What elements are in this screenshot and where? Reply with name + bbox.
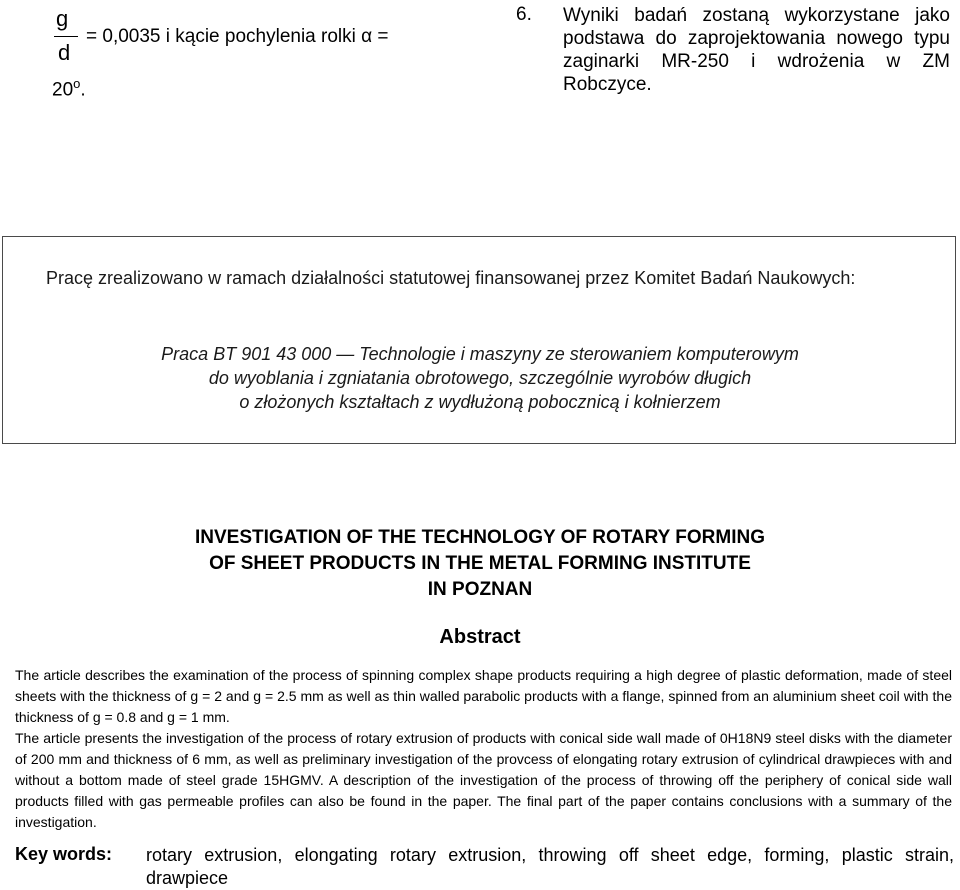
english-title-line: INVESTIGATION OF THE TECHNOLOGY OF ROTARY FORMING [194, 527, 765, 548]
abstract-paragraph: The article describes the examination of the process of spinning complex shape products requiring a high degree of plastic deformation, made of steel sheets with the thickness of g = 2 and g = 2.5 mm as well as thin walled parabolic products with a flange, spinned from an aluminium sheet coil with the thickness of g = 0.8 and g = 1 mm. [15, 667, 952, 725]
fraction-denominator: d [58, 40, 71, 65]
fraction-bar [54, 36, 78, 37]
english-title [80, 525, 880, 603]
formula-angle [52, 76, 86, 101]
angle-value: 20 [52, 79, 74, 101]
angle-suffix: . [80, 79, 86, 101]
funding-project-line: do wyoblania i zgniatania obrotowego, szczególnie wyrobów długich [208, 368, 752, 388]
conclusion-number: 6. [516, 4, 532, 25]
abstract-body [15, 665, 952, 833]
angle-unit: o [73, 76, 81, 91]
funding-intro: Pracę zrealizowano w ramach działalności statutowej finansowanej przez Komitet Badań Naukowych: [46, 268, 856, 288]
funding-project [60, 342, 900, 414]
funding-project-line: o złożonych kształtach z wydłużoną pobocznicą i kołnierzem [239, 392, 721, 412]
funding-project-line: Praca BT 901 43 000 — Technologie i maszyny ze sterowaniem komputerowym [161, 344, 799, 364]
english-title-line: IN POZNAN [427, 579, 533, 600]
abstract-paragraph: The article presents the investigation of the process of rotary extrusion of products with conical side wall made of 0H18N9 steel disks with the diameter of 200 mm and thickness of 6 mm, as well as preliminary investigation of the provcess of elongating rotary extrusion of cylindrical drawpieces with and without a bottom made of steel grade 15HGMV. A description of the investigation of the process of throwing off the periphery of conical side wall products filled with gas permeable profiles can also be found in the paper. The final part of the paper contains conclusions with a summary of the investigation. [15, 730, 952, 830]
abstract-heading: Abstract [439, 626, 521, 648]
formula-equation: = 0,0035 i kącie pochylenia rolki α = [86, 26, 389, 47]
fraction-numerator: g [56, 6, 69, 31]
conclusion-text: Wyniki badań zostaną wykorzystane jako podstawa do zaprojektowania nowego typu zaginarki MR-250 i wdrożenia w ZM Robczyce. [563, 5, 950, 95]
keywords-label: Key words: [15, 844, 113, 864]
keywords-text: rotary extrusion, elongating rotary extrusion, throwing off sheet edge, forming, plastic strain, drawpiece [146, 845, 954, 888]
english-title-line: OF SHEET PRODUCTS IN THE METAL FORMING INSTITUTE [209, 553, 751, 574]
